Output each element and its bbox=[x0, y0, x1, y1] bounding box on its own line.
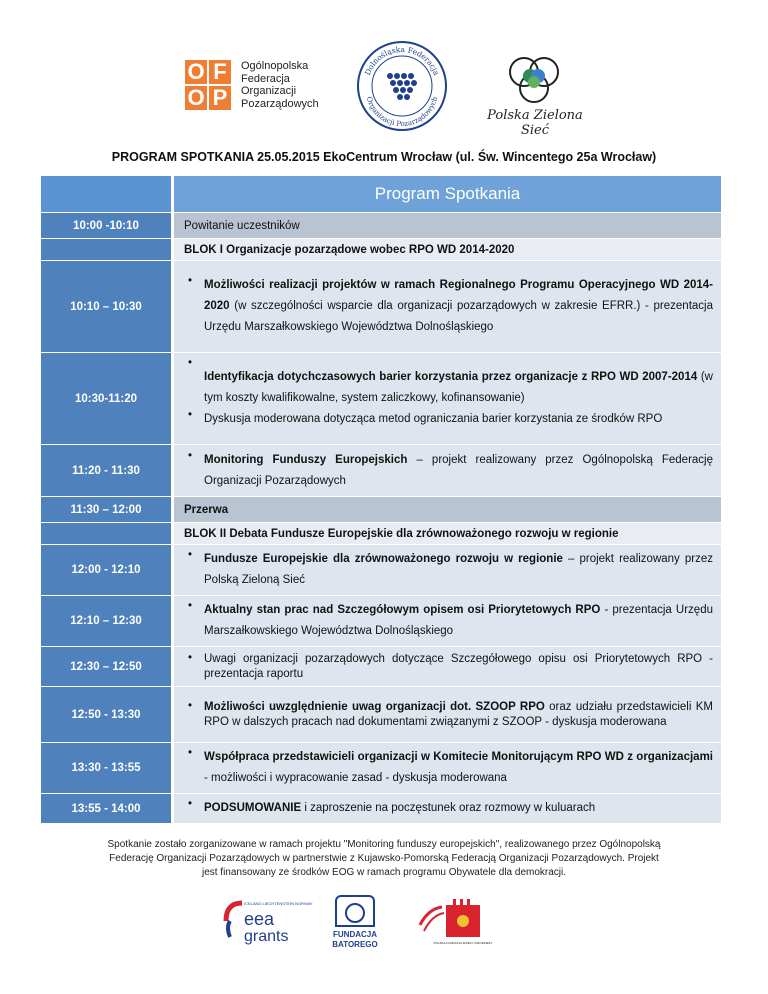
svg-text:grants: grants bbox=[244, 928, 289, 945]
time-cell: 13:55 - 14:00 bbox=[41, 794, 174, 824]
time-cell: 12:00 - 12:10 bbox=[41, 545, 174, 596]
dfop-seal-logo bbox=[356, 40, 448, 132]
agenda-item: • Fundusze Europejskie dla zrównoważonego rozwoju w regionie – projekt realizowany przez Polską Zieloną Sieć bbox=[174, 545, 721, 596]
footer-logos bbox=[0, 895, 768, 955]
svg-text:POLSKA FUNDACJA DZIECI I MŁODZ: POLSKA FUNDACJA DZIECI I MŁODZIEŻY bbox=[433, 941, 493, 945]
row-text: Przerwa bbox=[174, 497, 721, 523]
agenda-item: • Uwagi organizacji pozarządowych dotyczące Szczegółowego opisu osi Priorytetowych RPO - prezentacja raportu bbox=[174, 647, 721, 687]
footer-note: Spotkanie zostało zorganizowane w ramach projektu "Monitoring funduszy europejskich", realizowanego przez Ogólnopolską Federację Organizacji Pozarządowych w partnerstwie z Kujawsko-Pomorską Federacją Organizacji Pozarządowych. Projekt jest finansowany ze środków EOG w ramach programu Obywatele dla demokracji. bbox=[107, 839, 661, 878]
batory-logo: FUNDACJA BATOREGO bbox=[330, 895, 380, 950]
eea-grants-logo bbox=[222, 897, 313, 945]
agenda-item: • Możliwości realizacji projektów w ramach Regionalnego Programu Operacyjnego WD 2014-2020 (w szczególności wsparcie dla organizacji pozarządowych w zakresie EFRR.) - prezentacja Urzędu Marszałkowskiego Województwa Dolnośląskiego bbox=[174, 261, 721, 353]
svg-text:eea: eea bbox=[244, 909, 275, 929]
svg-text:Organizacji Pozarządowych: Organizacji Pozarządowych bbox=[364, 95, 440, 129]
bullet-icon: • bbox=[188, 549, 193, 561]
bullet-icon: • bbox=[188, 449, 193, 462]
svg-text:Dolnośląska Federacja: Dolnośląska Federacja bbox=[362, 44, 442, 77]
pzs-logo bbox=[480, 52, 590, 138]
time-cell: 10:00 -10:10 bbox=[41, 213, 174, 239]
agenda-item: • Współpraca przedstawicieli organizacji w Komitecie Monitorującym RPO WD z organizacjami - możliwości i wypracowanie zasad - dyskusja moderowana bbox=[174, 743, 721, 794]
pzs-name: Polska Zielona Sieć bbox=[487, 108, 583, 138]
ofop-letter: O bbox=[185, 60, 207, 84]
agenda-item: • Możliwości uwzględnienie uwag organizacji dot. SZOOP RPO oraz udziału przedstawicieli KM RPO w dalszych pracach nad dokumentami związanymi z SZOOP - dyskusja moderowana bbox=[174, 687, 721, 743]
ofop-letter: O bbox=[185, 86, 207, 110]
time-cell bbox=[41, 239, 174, 261]
pzs-circles-icon bbox=[480, 52, 590, 108]
bullet-icon: • bbox=[188, 275, 193, 287]
agenda-item: • Identyfikacja dotychczasowych barier korzystania przez organizacje z RPO WD 2007-2014 (w tym koszty kwalifikowalne, system zaliczkowy, kofinansowanie) • Dyskusja moderowana dotycząca metod ograniczania barier korzystania ze środków RPO bbox=[174, 353, 721, 445]
header-logos bbox=[0, 38, 768, 138]
agenda-item: • Aktualny stan prac nad Szczegółowym opisem osi Priorytetowych RPO - prezentacja Urzędu Marszałkowskiego Województwa Dolnośląskiego bbox=[174, 596, 721, 647]
bullet-icon: • bbox=[188, 409, 193, 421]
time-cell: 12:50 - 13:30 bbox=[41, 687, 174, 743]
block-title: BLOK I Organizacje pozarządowe wobec RPO WD 2014-2020 bbox=[174, 239, 721, 261]
time-cell: 10:10 – 10:30 bbox=[41, 261, 174, 353]
ofop-name: Ogólnopolska Federacja Organizacji Pozarządowych bbox=[241, 60, 319, 110]
bullet-icon: • bbox=[188, 357, 193, 369]
ofop-logo bbox=[185, 59, 319, 110]
block-title: BLOK II Debata Fundusze Europejskie dla zrównoważonego rozwoju w regionie bbox=[174, 523, 721, 545]
row-text: Powitanie uczestników bbox=[174, 213, 721, 239]
svg-text:ICELAND LIECHTENSTEIN NORWAY: ICELAND LIECHTENSTEIN NORWAY bbox=[244, 901, 313, 906]
time-cell: 10:30-11:20 bbox=[41, 353, 174, 445]
bullet-icon: • bbox=[188, 798, 193, 810]
time-cell: 13:30 - 13:55 bbox=[41, 743, 174, 794]
batory-emblem-icon bbox=[335, 895, 375, 927]
program-table bbox=[41, 176, 721, 824]
time-cell: 12:10 – 12:30 bbox=[41, 596, 174, 647]
agenda-item: • Monitoring Funduszy Europejskich – projekt realizowany przez Ogólnopolską Federację Organizacji Pozarządowych bbox=[174, 445, 721, 497]
ofop-letter: F bbox=[209, 60, 231, 84]
time-cell: 11:20 - 11:30 bbox=[41, 445, 174, 497]
agenda-item: • PODSUMOWANIE i zaproszenie na poczęstunek oraz rozmowy w kuluarach bbox=[174, 794, 721, 824]
banner-left-cell bbox=[41, 176, 174, 213]
ofop-letter: P bbox=[209, 86, 231, 110]
meeting-heading: PROGRAM SPOTKANIA 25.05.2015 EkoCentrum Wrocław (ul. Św. Wincentego 25a Wrocław) bbox=[111, 150, 657, 164]
time-cell bbox=[41, 523, 174, 545]
table-banner: Program Spotkania bbox=[174, 176, 721, 213]
time-cell: 11:30 – 12:00 bbox=[41, 497, 174, 523]
bullet-icon: • bbox=[188, 600, 193, 612]
bullet-icon: • bbox=[188, 651, 193, 664]
time-cell: 12:30 – 12:50 bbox=[41, 647, 174, 687]
bullet-icon: • bbox=[188, 699, 193, 712]
bullet-icon: • bbox=[188, 747, 193, 759]
pfdim-logo bbox=[418, 895, 493, 949]
